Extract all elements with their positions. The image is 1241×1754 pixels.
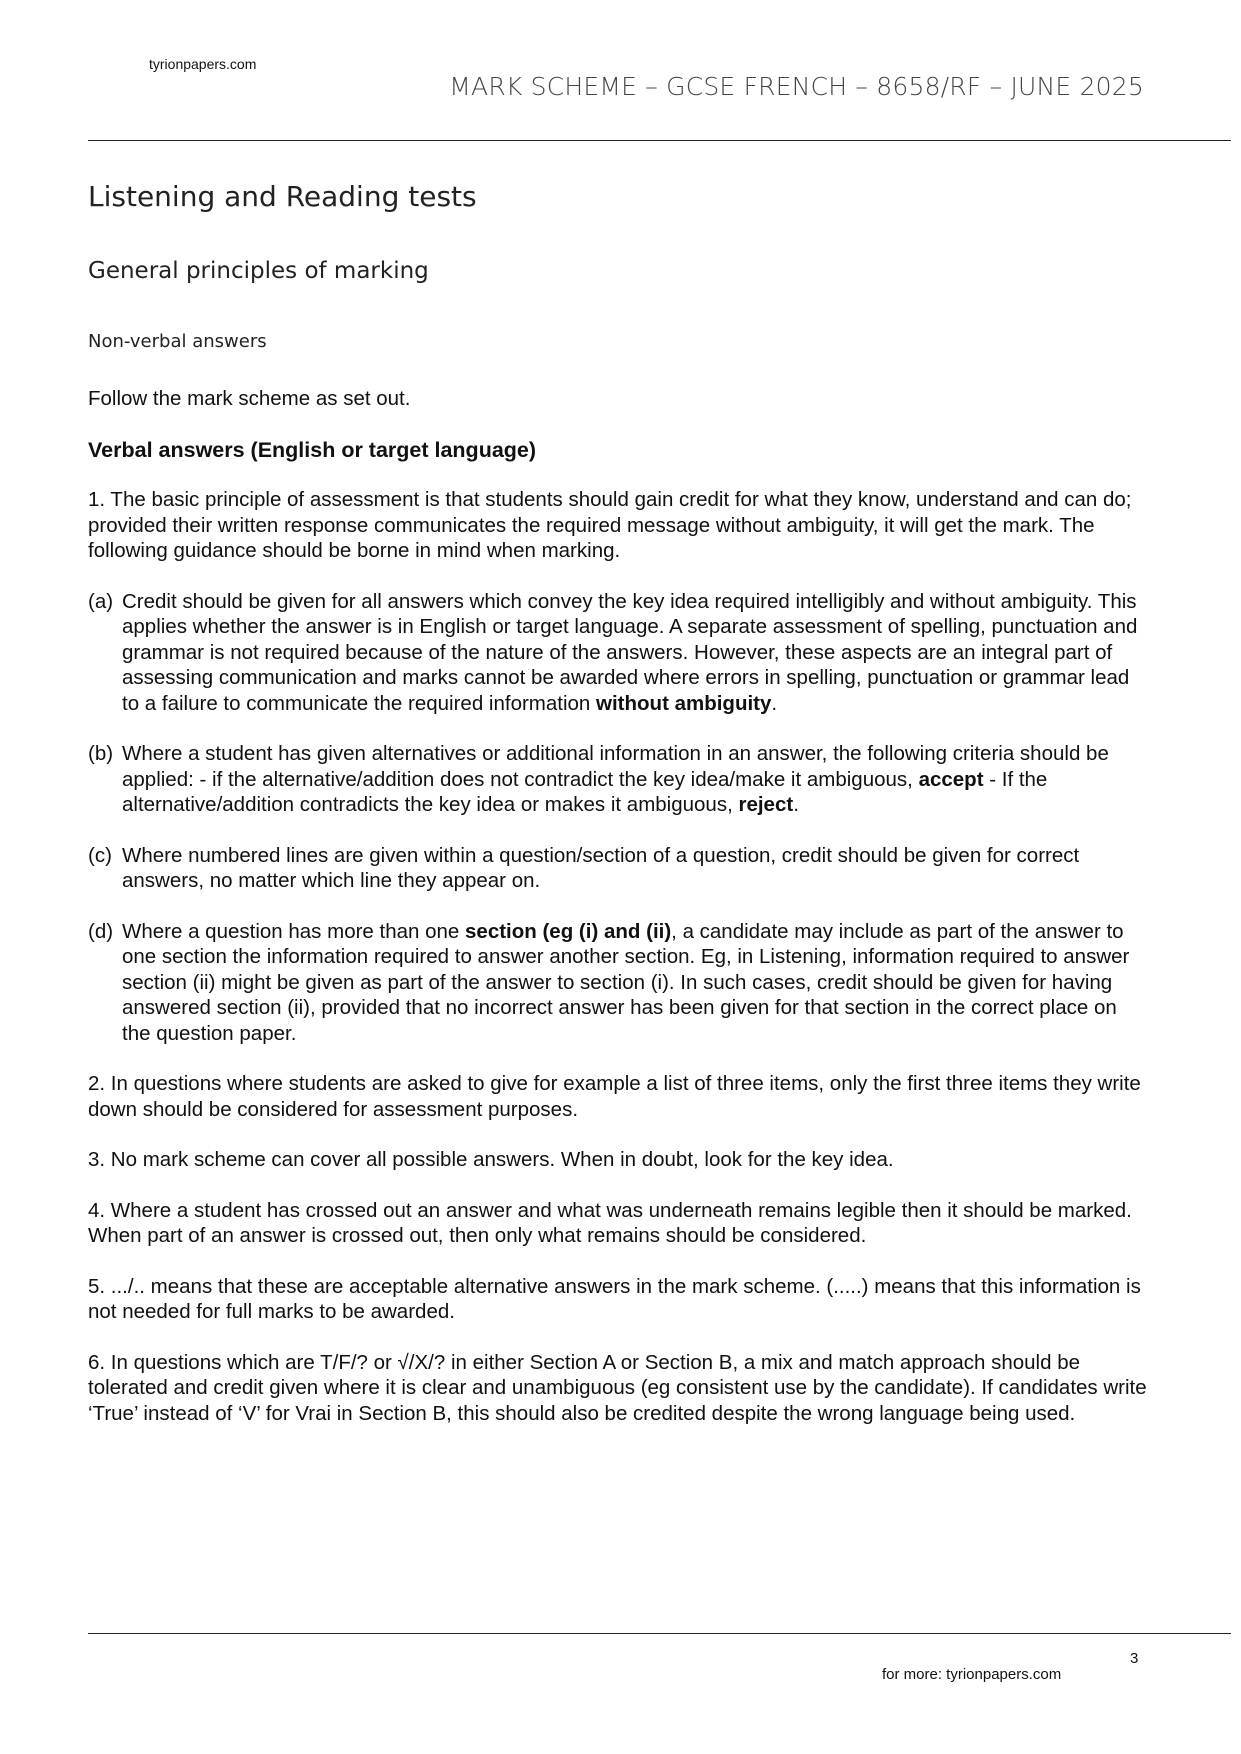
criterion-b-reject: reject bbox=[738, 793, 794, 816]
criterion-d bbox=[88, 919, 1150, 1047]
minor-title: Non-verbal answers bbox=[88, 331, 267, 352]
principle-5: 5. .../.. means that these are acceptable alternative answers in the mark scheme. (.....) means that this information is not needed for full marks to be awarded. bbox=[88, 1274, 1141, 1323]
principle-2: 2. In questions where students are asked to give for example a list of three items, only the first three items they write down should be considered for assessment purposes. bbox=[88, 1072, 1141, 1121]
criterion-d-emphasis: section (eg (i) and (ii) bbox=[465, 919, 672, 943]
criterion-d-text-1: Where a question has more than one bbox=[122, 919, 466, 943]
criterion-b-end: . bbox=[793, 793, 799, 816]
criterion-a bbox=[88, 589, 1150, 717]
header-site-name: tyrionpapers.com bbox=[149, 56, 257, 72]
footer-rule bbox=[88, 1633, 1231, 1634]
criterion-text bbox=[122, 741, 1150, 818]
principle-1: 1. The basic principle of assessment is that students should gain credit for what they know, understand and can do; provided their written response communicates the required message without ambiguity, it will get the mark. The following guidance should be borne in mind when marking. bbox=[88, 488, 1132, 562]
principle-3: 3. No mark scheme can cover all possible answers. When in doubt, look for the key idea. bbox=[88, 1148, 894, 1171]
section-title: Listening and Reading tests bbox=[88, 180, 477, 213]
document-body bbox=[88, 386, 1150, 1451]
criterion-b bbox=[88, 741, 1150, 818]
criterion-text: Where numbered lines are given within a question/section of a question, credit should be given for correct answers, no matter which line they appear on. bbox=[122, 843, 1080, 892]
page-number: 3 bbox=[1130, 1650, 1139, 1667]
criterion-b-accept: accept bbox=[918, 767, 984, 791]
criterion-label: (d) bbox=[88, 919, 114, 943]
criterion-c bbox=[88, 843, 1150, 894]
footer-site-name: for more: tyrionpapers.com bbox=[882, 1666, 1062, 1683]
criterion-b-text-2: - If the alternative/addition contradicts the key idea or makes it ambiguous, bbox=[122, 767, 1048, 816]
criterion-text bbox=[122, 919, 1150, 1047]
header-rule bbox=[88, 140, 1231, 141]
criterion-b-text-1: Where a student has given alternatives or additional information in an answer, the following criteria should be applied: - if the alternative/addition does not contradict the key idea/make it ambiguous, bbox=[122, 742, 1109, 791]
principle-6: 6. In questions which are T/F/? or √/X/? in either Section A or Section B, a mix and match approach should be tolerated and credit given where it is clear and unambiguous (eg consistent use by the candidate). If candidates write ‘True’ instead of ‘V’ for Vrai in Section B, this should also be credited despite the wrong language being used. bbox=[88, 1350, 1147, 1425]
criterion-label: (a) bbox=[88, 589, 114, 613]
principle-4: 4. Where a student has crossed out an answer and what was underneath remains legible then it should be marked. When part of an answer is crossed out, then only what remains should be considered. bbox=[88, 1198, 1132, 1247]
verbal-answers-heading: Verbal answers (English or target language) bbox=[88, 437, 537, 462]
criterion-label: (c) bbox=[88, 843, 112, 867]
criterion-label: (b) bbox=[88, 742, 114, 765]
follow-text: Follow the mark scheme as set out. bbox=[88, 387, 411, 410]
criterion-a-emphasis: without ambiguity bbox=[596, 691, 772, 715]
header-title: MARK SCHEME – GCSE FRENCH – 8658/RF – JUNE 2025 bbox=[449, 72, 1144, 101]
criterion-a-text: Credit should be given for all answers which convey the key idea required intelligibly and without ambiguity. This applies whether the answer is in English or target language. A separate assessment of spelling, punctuation and grammar is not required because of the nature of the answers. However, these aspects are an integral part of assessing communication and marks cannot be awarded where errors in spelling, punctuation or grammar lead to a failure to communicate the required information bbox=[122, 589, 1138, 715]
criterion-d-text-2: , a candidate may include as part of the answer to one section the information required to answer another section. Eg, in Listening, information required to answer section (ii) might be given as part of the answer to section (i). In such cases, credit should be given for having answered section (ii), provided that no incorrect answer has been given for that section in the correct place on the question paper. bbox=[122, 919, 1130, 1045]
criterion-a-end: . bbox=[771, 691, 778, 715]
criterion-text bbox=[122, 589, 1150, 717]
sub-title: General principles of marking bbox=[88, 258, 429, 284]
